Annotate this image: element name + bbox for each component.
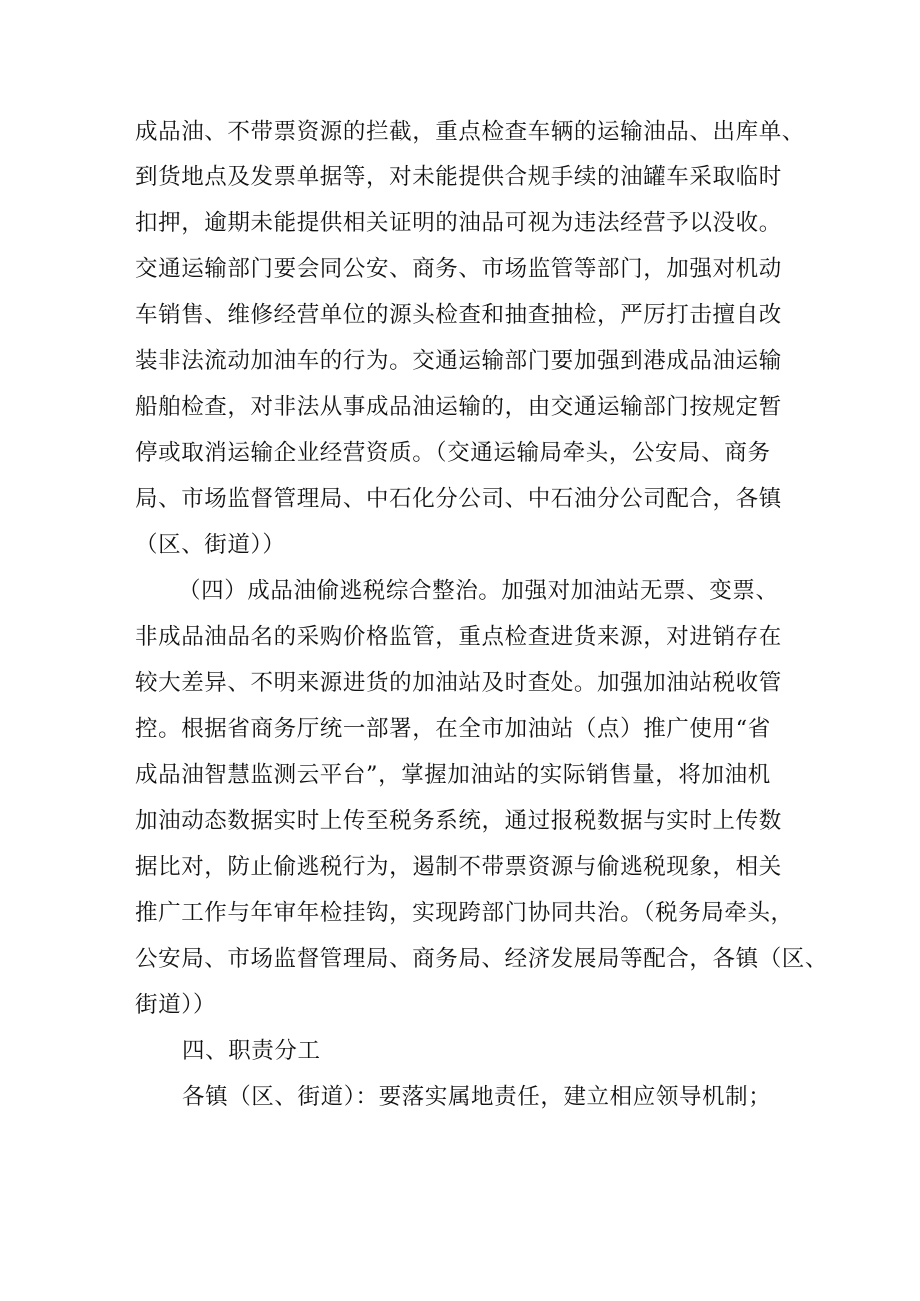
body-text-line: 船舶检查，对非法从事成品油运输的，由交通运输部门按规定暂 [135, 394, 782, 420]
body-text-line: 交通运输部门要会同公安、商务、市场监管等部门，加强对机动 [135, 256, 782, 282]
body-text-line: 成品油、不带票资源的拦截，重点检查车辆的运输油品、出库单、 [135, 119, 805, 145]
body-text-line: 控。根据省商务厅统一部署，在全市加油站（点）推广使用“省 [135, 716, 771, 742]
body-text-line: 成品油智慧监测云平台”，掌握加油站的实际销售量，将加油机 [135, 762, 771, 788]
body-text-line: 较大差异、不明来源进货的加油站及时查处。加强加油站税收管 [135, 670, 782, 696]
body-text-line: 局、市场监督管理局、中石化分公司、中石油分公司配合，各镇 [135, 486, 782, 512]
body-text-line: 非成品油品名的采购价格监管，重点检查进货来源，对进销存在 [135, 624, 782, 650]
body-text-line: 据比对，防止偷逃税行为，遏制不带票资源与偷逃税现象，相关 [135, 854, 782, 880]
body-text-line: 到货地点及发票单据等，对未能提供合规手续的油罐车采取临时 [135, 164, 782, 190]
body-text-line: 各镇（区、街道）：要落实属地责任，建立相应领导机制； [182, 1084, 772, 1110]
section-heading-line: （四）成品油偷逃税综合整治。加强对加油站无票、变票、 [178, 578, 779, 604]
body-text-line: 推广工作与年审年检挂钩，实现跨部门协同共治。（税务局牵头， [135, 900, 794, 926]
body-text-line: 街道）） [135, 992, 217, 1018]
body-text-line: 公安局、市场监督管理局、商务局、经济发展局等配合，各镇（区、 [135, 946, 829, 972]
body-text-line: 车销售、维修经营单位的源头检查和抽查抽检，严厉打击擅自改 [135, 302, 782, 328]
chapter-heading-line: 四、职责分工 [182, 1038, 321, 1064]
body-text-line: （区、街道）） [135, 532, 286, 558]
body-text-line: 停或取消运输企业经营资质。（交通运输局牵头，公安局、商务 [135, 440, 771, 466]
body-text-line: 扣押，逾期未能提供相关证明的油品可视为违法经营予以没收。 [135, 210, 782, 236]
body-text-line: 装非法流动加油车的行为。交通运输部门要加强到港成品油运输 [135, 348, 782, 374]
body-text-line: 加油动态数据实时上传至税务系统，通过报税数据与实时上传数 [135, 808, 782, 834]
